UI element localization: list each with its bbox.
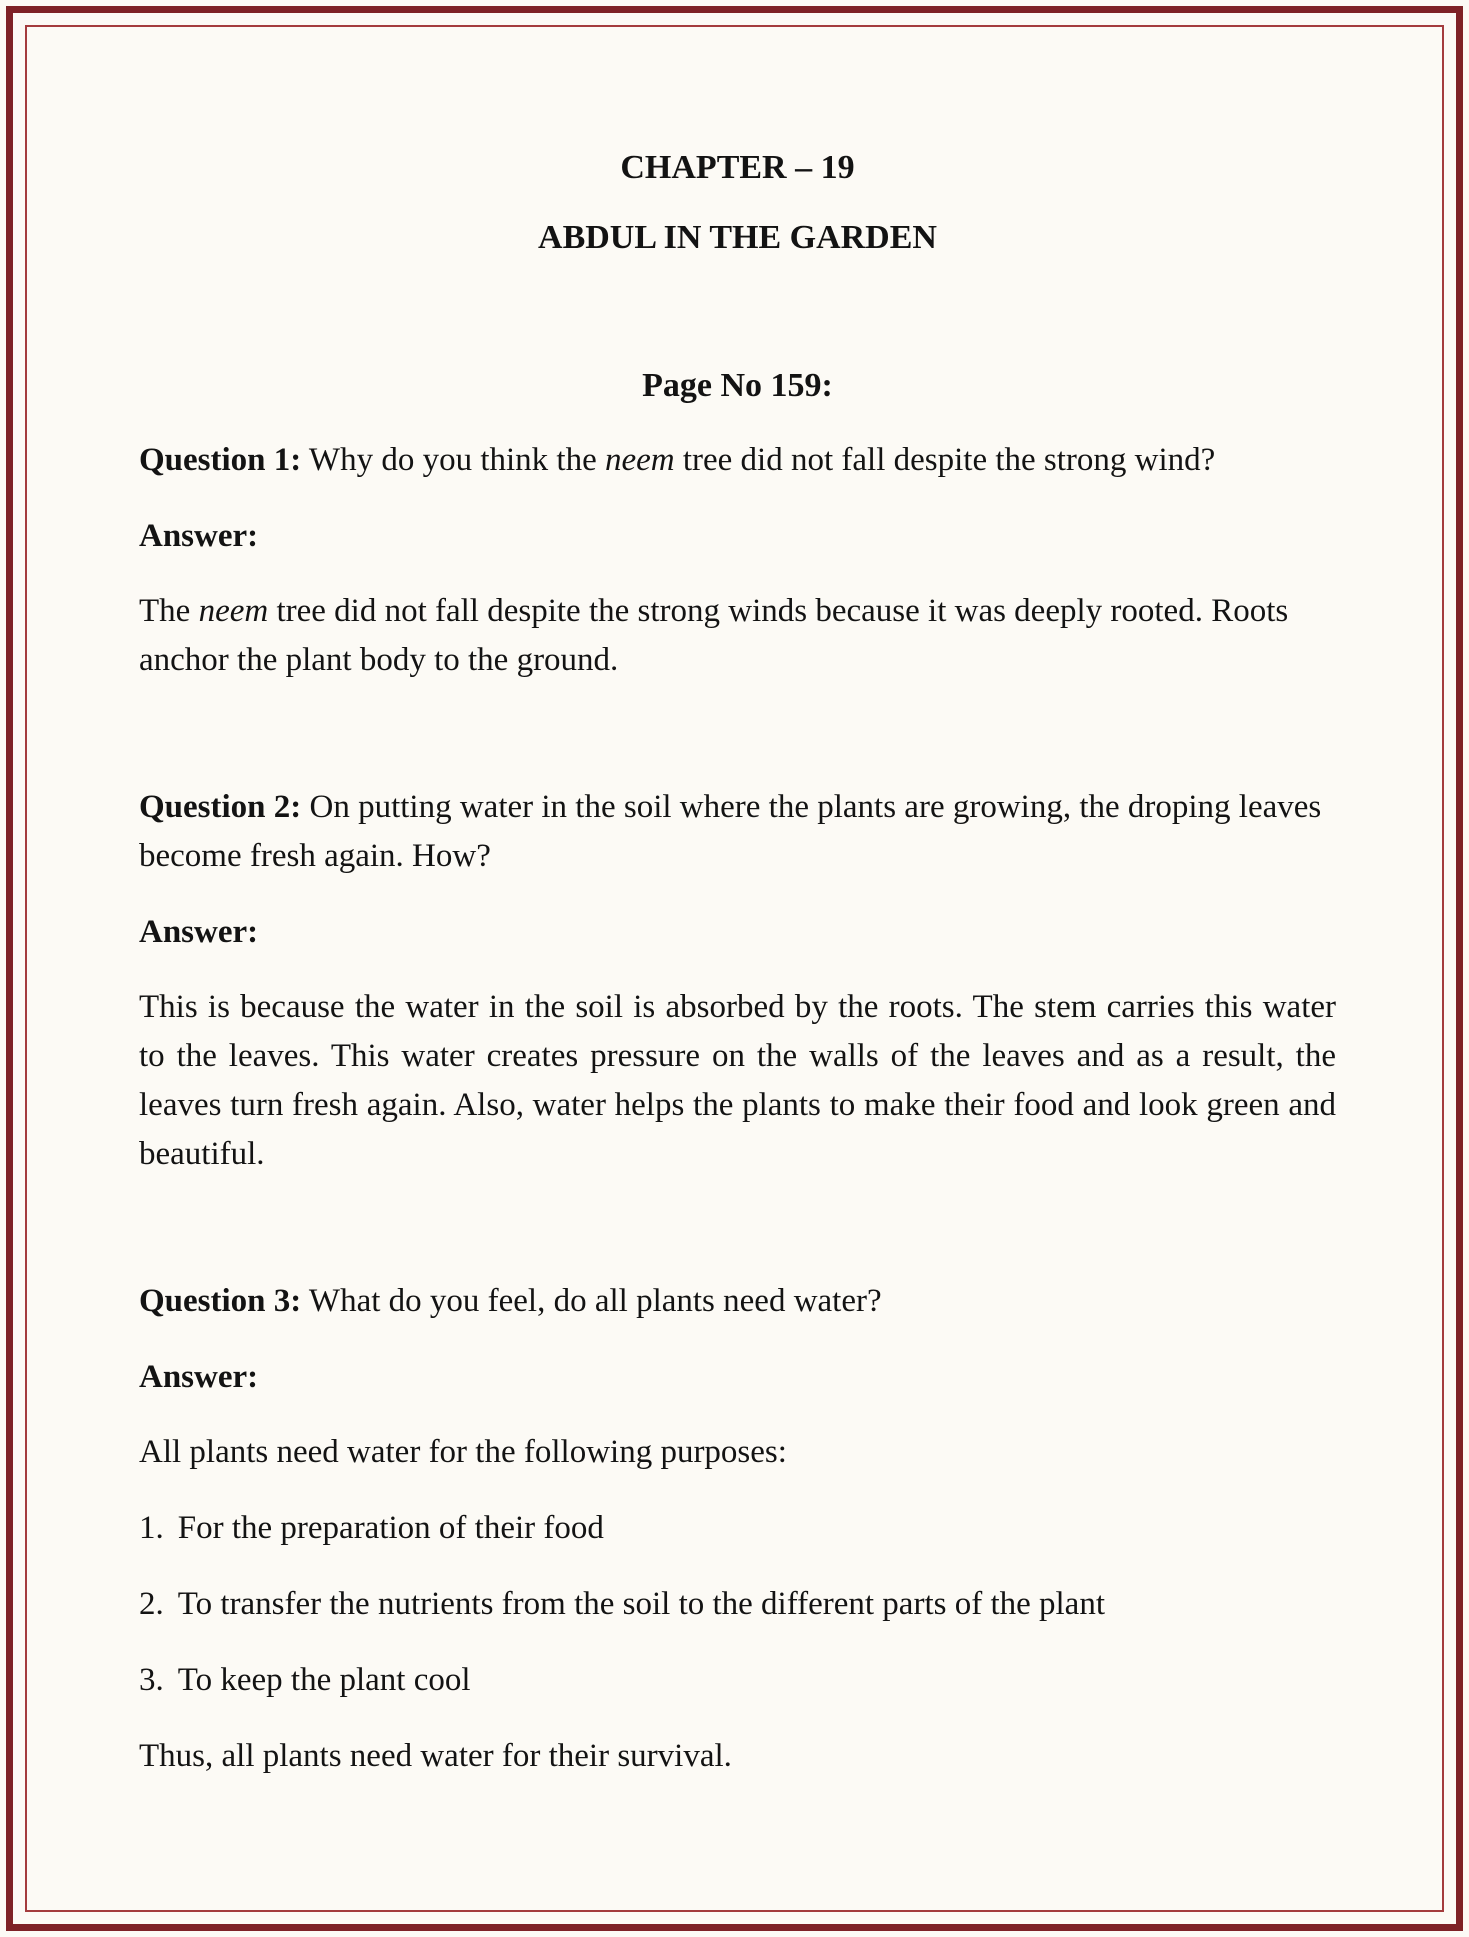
question-1-body-pre: Why do you think the bbox=[301, 441, 605, 478]
outer-border-frame bbox=[6, 6, 1463, 1931]
question-2-body: On putting water in the soil where the plants are growing, the droping leaves become fresh again. How? bbox=[139, 788, 1322, 874]
answer-2-label: Answer: bbox=[139, 913, 259, 950]
list-item-2-number: 2. bbox=[139, 1586, 164, 1623]
question-1-italic-word: neem bbox=[604, 441, 675, 478]
list-item-1-number: 1. bbox=[139, 1510, 164, 1547]
list-item-2 bbox=[139, 1580, 1336, 1629]
answer-2-label-row bbox=[139, 908, 1336, 957]
list-item-1 bbox=[139, 1504, 1336, 1553]
answer-1-body-pre: The bbox=[139, 593, 199, 630]
answer-3-label: Answer: bbox=[139, 1358, 259, 1395]
answer-1-label-row bbox=[139, 512, 1336, 561]
question-3-text bbox=[139, 1277, 1336, 1326]
question-1-body-post: tree did not fall despite the strong wind? bbox=[674, 441, 1216, 478]
question-2-text bbox=[139, 783, 1336, 881]
list-item-3-number: 3. bbox=[139, 1661, 164, 1698]
list-item-1-text: For the preparation of their food bbox=[177, 1510, 604, 1547]
question-1-text bbox=[139, 436, 1336, 485]
answer-3-label-row bbox=[139, 1353, 1336, 1402]
inner-border-frame bbox=[25, 25, 1444, 1912]
list-item-2-text: To transfer the nutrients from the soil to the different parts of the plant bbox=[177, 1586, 1105, 1623]
answer-2-text: This is because the water in the soil is absorbed by the roots. The stem carries this water to the leaves. This water creates pressure on the walls of the leaves and as a result, the leaves turn fresh again. Also, water helps the plants to make their food and look green and beautiful. bbox=[139, 989, 1336, 1172]
answer-1-body-post: tree did not fall despite the strong winds because it was deeply rooted. Roots anchor the plant body to the ground. bbox=[139, 593, 1289, 679]
list-item-3-text: To keep the plant cool bbox=[177, 1661, 471, 1698]
answer-3-outro: Thus, all plants need water for their survival. bbox=[139, 1737, 732, 1774]
chapter-subtitle: ABDUL IN THE GARDEN bbox=[538, 218, 937, 256]
answer-1-italic-word: neem bbox=[198, 593, 269, 630]
answer-1-text bbox=[139, 587, 1336, 685]
answer-1-label: Answer: bbox=[139, 517, 259, 554]
answer-3-intro: All plants need water for the following purposes: bbox=[139, 1434, 787, 1471]
question-3-body: What do you feel, do all plants need water? bbox=[301, 1282, 882, 1319]
chapter-title: CHAPTER – 19 bbox=[620, 149, 855, 186]
question-3-label: Question 3: bbox=[139, 1282, 302, 1319]
list-item-3 bbox=[139, 1656, 1336, 1705]
question-2-label: Question 2: bbox=[139, 788, 302, 825]
question-1-label: Question 1: bbox=[139, 441, 302, 478]
page-number-heading: Page No 159: bbox=[642, 366, 833, 404]
